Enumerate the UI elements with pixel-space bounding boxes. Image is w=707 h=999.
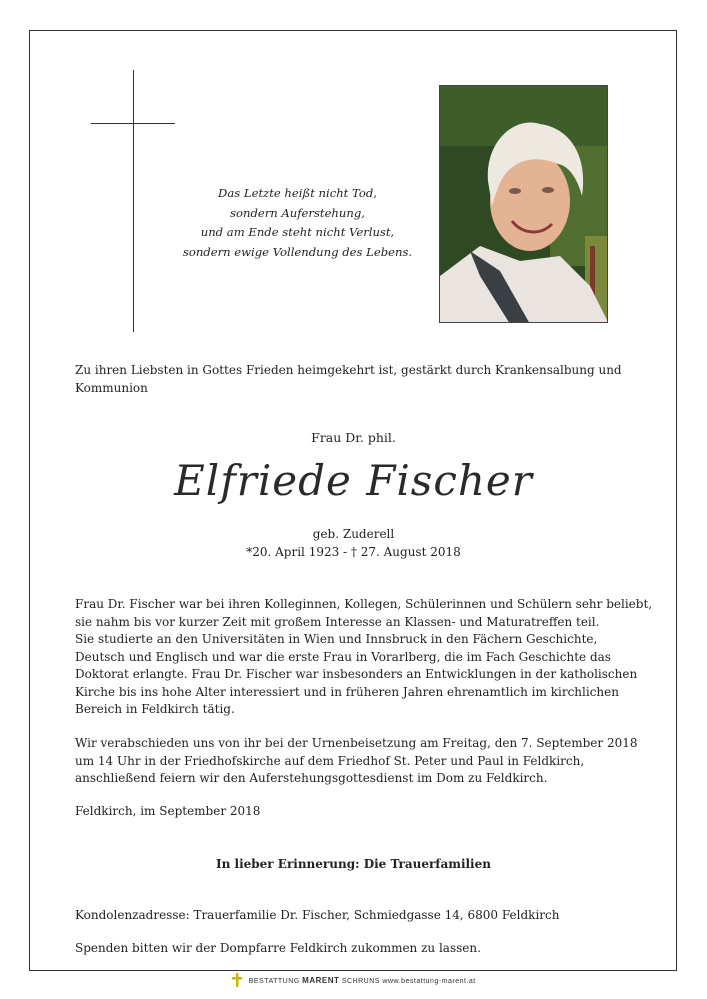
bio-line: Kirche bis ins hohe Alter interessiert und in früheren Jahren ehrenamtlich im kirchlichen [75, 684, 619, 699]
footer-prefix: BESTATTUNG [248, 977, 300, 985]
life-dates: *20. April 1923 - † 27. August 2018 [246, 545, 461, 559]
ceremony-line: Wir verabschieden uns von ihr bei der Urnenbeisetzung am Freitag, den 7. September 2018 [75, 736, 638, 750]
deceased-info [0, 525, 707, 561]
verse-line: sondern ewige Vollendung des Lebens. [182, 244, 413, 259]
deceased-name: Elfriede Fischer [174, 456, 533, 505]
place-date: Feldkirch, im September 2018 [75, 804, 261, 818]
verse-line: Das Letzte heißt nicht Tod, [218, 186, 377, 200]
ceremony-line: anschließend feiern wir den Auferstehungsgottesdienst im Dom zu Feldkirch. [75, 771, 548, 785]
footer-url[interactable]: www.bestattung-marent.at [382, 977, 476, 985]
cross-icon-horizontal [91, 123, 175, 124]
ceremony-info [75, 735, 638, 788]
portrait-photo [439, 85, 608, 323]
intro-text: Zu ihren Liebsten in Gottes Frieden heimgekehrt ist, gestärkt durch Krankensalbung und Kommunion [75, 363, 622, 395]
biography [75, 596, 653, 719]
maiden-name: geb. Zuderell [312, 527, 395, 541]
verse [170, 184, 425, 262]
bio-line: Bereich in Feldkirch tätig. [75, 702, 235, 716]
bio-line: sie nahm bis vor kurzer Zeit mit großem Interesse an Klassen- und Maturatreffen teil. [75, 614, 600, 629]
verse-line: und am Ende steht nicht Verlust, [200, 225, 395, 239]
bio-line: Sie studierte an den Universitäten in Wien und Innsbruck in den Fächern Geschichte, [75, 632, 598, 646]
bio-line: Deutsch und Englisch und war die erste Frau in Vorarlberg, die im Fach Geschichte das [75, 649, 611, 664]
cross-icon-vertical [133, 70, 134, 332]
donation-note: Spenden bitten wir der Dompfarre Feldkirch zukommen zu lassen. [75, 941, 481, 955]
memory-line: In lieber Erinnerung: Die Trauerfamilien [216, 857, 491, 871]
bio-line: Frau Dr. Fischer war bei ihren Kolleginnen, Kollegen, Schülerinnen und Schülern sehr beliebt, [75, 597, 653, 611]
bio-line: Doktorat erlangte. Frau Dr. Fischer war insbesonders an Entwicklungen in der katholischen [75, 667, 638, 681]
cross-logo-icon [231, 973, 243, 989]
ceremony-line: um 14 Uhr in der Friedhofskirche auf dem Friedhof St. Peter und Paul in Feldkirch, [75, 753, 585, 768]
footer-brand: MARENT [302, 975, 340, 985]
verse-line: sondern Auferstehung, [230, 205, 365, 220]
footer-location: SCHRUNS [341, 977, 380, 985]
condolence-address: Kondolenzadresse: Trauerfamilie Dr. Fischer, Schmiedgasse 14, 6800 Feldkirch [75, 908, 560, 922]
footer [0, 973, 707, 989]
deceased-title: Frau Dr. phil. [311, 430, 396, 445]
